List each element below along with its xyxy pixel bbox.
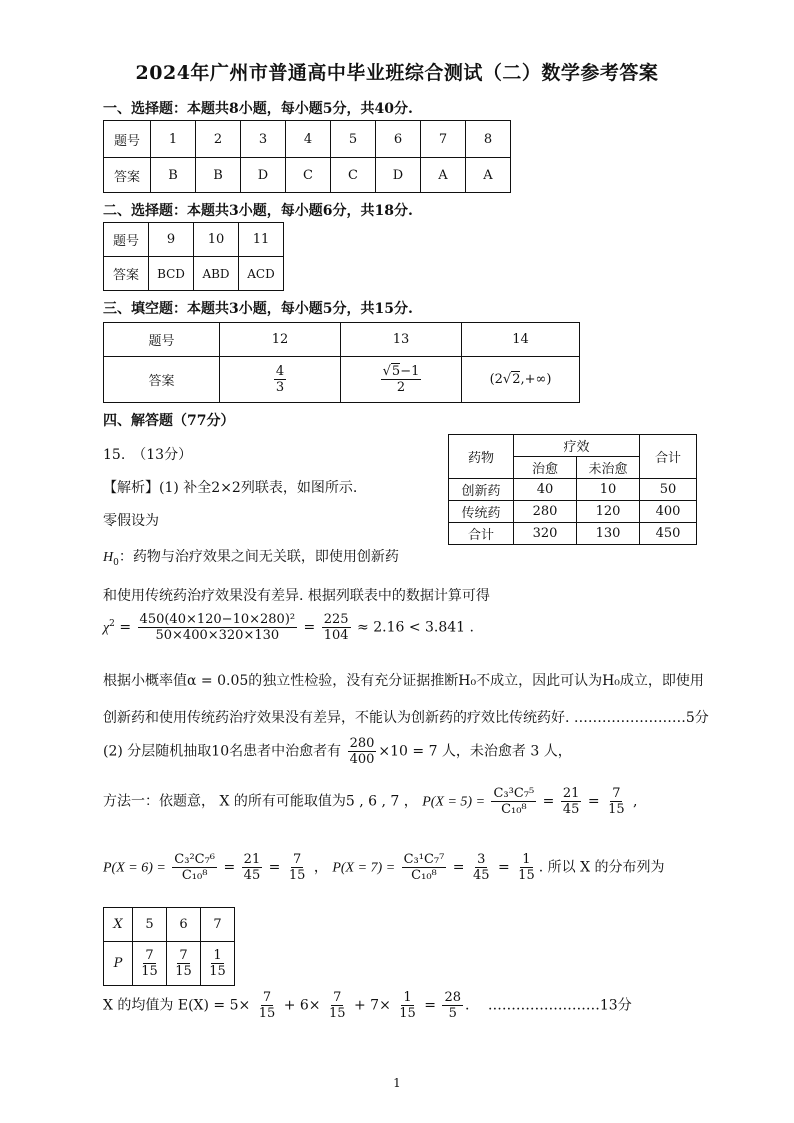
section2-heading: 二、选择题：本题共3小题，每小题6分，共18分.: [103, 203, 413, 219]
cell-not-cured: 120: [577, 501, 640, 523]
row-label-question: 题号: [104, 323, 220, 357]
page-number: 1: [393, 1076, 401, 1090]
question-cell: 8: [466, 121, 511, 158]
question-cell: 10: [194, 223, 239, 257]
header-effect: 疗效: [514, 435, 640, 457]
question-cell: 3: [241, 121, 286, 158]
contingency-table: [448, 434, 697, 545]
answer-13: $\frac{√5-1}{2}$: [341, 357, 462, 403]
question-cell: 6: [376, 121, 421, 158]
answer-cell: B: [196, 158, 241, 193]
method1-line: 方法一：依题意， X 的所有可能取值为5 , 6 , 7 ， P(X = 5) = $\frac{\text{C₃³C₇⁵}}{\text{C₁₀⁸}}$ = $\frac{21}{45}$ = $\frac{7}{15}$ ,: [103, 786, 638, 817]
question-cell: 1: [151, 121, 196, 158]
section1-heading: 一、选择题：本题共8小题，每小题5分，共40分.: [103, 101, 413, 117]
x-value: 7: [201, 908, 235, 942]
header-total: 合计: [640, 435, 697, 479]
question-cell: 14: [462, 323, 580, 357]
analysis-part1: 【解析】(1) 补全2×2列联表，如图所示.: [103, 480, 358, 496]
cell-total: 50: [640, 479, 697, 501]
section3-answer-table: [103, 322, 580, 403]
hypothesis-continuation: 和使用传统药治疗效果没有差异. 根据列联表中的数据计算可得: [103, 588, 490, 604]
row-label-question: 题号: [104, 223, 149, 257]
answer-cell: ABD: [194, 257, 239, 291]
question-cell: 7: [421, 121, 466, 158]
p-value: $\frac{1}{15}$: [201, 942, 235, 986]
row-label-answer: 答案: [104, 158, 151, 193]
header-not-cured: 未治愈: [577, 457, 640, 479]
row-label-answer: 答案: [104, 257, 149, 291]
section2-answer-table: [103, 222, 284, 291]
cell-total: 400: [640, 501, 697, 523]
section4-heading: 四、解答题（77分）: [103, 413, 235, 429]
p-value: $\frac{7}{15}$: [167, 942, 201, 986]
answer-12: $\frac{4}{3}$: [220, 357, 341, 403]
row-label: 创新药: [449, 479, 514, 501]
row-label: 合计: [449, 523, 514, 545]
p-label: P: [104, 942, 133, 986]
question-cell: 12: [220, 323, 341, 357]
answer-cell: D: [376, 158, 421, 193]
answer-14: (2√2,+∞): [462, 357, 580, 403]
question-cell: 2: [196, 121, 241, 158]
null-hypothesis: $H_0$：药物与治疗效果之间无关联，即使用创新药: [103, 549, 399, 568]
answer-cell: ACD: [239, 257, 284, 291]
answer-cell: BCD: [149, 257, 194, 291]
question-cell: 13: [341, 323, 462, 357]
conclusion-line-2: 创新药和使用传统药治疗效果没有差异，不能认为创新药的疗效比传统药好. ……………………5分: [103, 710, 709, 726]
probability-line: P(X = 6) = $\frac{\text{C₃²C₇⁶}}{\text{C₁₀⁸}}$ = $\frac{21}{45}$ = $\frac{7}{15}$ ， P(X = 7) = $\frac{\text{C₃¹C₇⁷}}{\text{C₁₀⁸}}$ = $\frac{3}{45}$ = $\frac{1}{15}$ . 所以 X 的分布列为: [103, 852, 665, 883]
answer-cell: D: [241, 158, 286, 193]
answer-cell: A: [466, 158, 511, 193]
distribution-table: [103, 907, 235, 986]
conclusion-line-1: 根据小概率值α = 0.05的独立性检验，没有充分证据推断H₀不成立，因此可认为H₀成立，即使用: [103, 673, 704, 689]
answer-cell: A: [421, 158, 466, 193]
p-value: $\frac{7}{15}$: [133, 942, 167, 986]
question-cell: 9: [149, 223, 194, 257]
answer-cell: B: [151, 158, 196, 193]
question-15-label: 15. （13分）: [103, 447, 193, 463]
expected-value-line: X 的均值为 E(X) = 5× $\frac{7}{15}$ + 6× $\frac{7}{15}$ + 7× $\frac{1}{15}$ = $\frac{28}{5}$ . ……………………13分: [103, 990, 632, 1021]
cell-total: 450: [640, 523, 697, 545]
row-label-answer: 答案: [104, 357, 220, 403]
x-value: 6: [167, 908, 201, 942]
answer-cell: C: [286, 158, 331, 193]
part2-sampling: (2) 分层随机抽取10名患者中治愈者有 $\frac{280}{400}$ ×10 = 7 人，未治愈者 3 人，: [103, 736, 572, 767]
page-title: 2024年广州市普通高中毕业班综合测试（二）数学参考答案: [135, 62, 659, 84]
question-cell: 11: [239, 223, 284, 257]
cell-cured: 280: [514, 501, 577, 523]
cell-not-cured: 130: [577, 523, 640, 545]
cell-cured: 320: [514, 523, 577, 545]
question-cell: 5: [331, 121, 376, 158]
x-value: 5: [133, 908, 167, 942]
null-hypothesis-intro: 零假设为: [103, 513, 159, 529]
row-label: 传统药: [449, 501, 514, 523]
header-drug: 药物: [449, 435, 514, 479]
row-label-question: 题号: [104, 121, 151, 158]
chi-square-formula: $\chi^2$ = $\frac{\text{450(40×120−10×280)²}}{50\times 400\times 320\times 130}$ = $\frac{225}{104}$ ≈ 2.16 < 3.841 .: [103, 612, 474, 643]
section1-answer-table: [103, 120, 511, 193]
section3-heading: 三、填空题：本题共3小题，每小题5分，共15分.: [103, 301, 413, 317]
cell-cured: 40: [514, 479, 577, 501]
question-cell: 4: [286, 121, 331, 158]
x-label: X: [104, 908, 133, 942]
cell-not-cured: 10: [577, 479, 640, 501]
header-cured: 治愈: [514, 457, 577, 479]
answer-cell: C: [331, 158, 376, 193]
